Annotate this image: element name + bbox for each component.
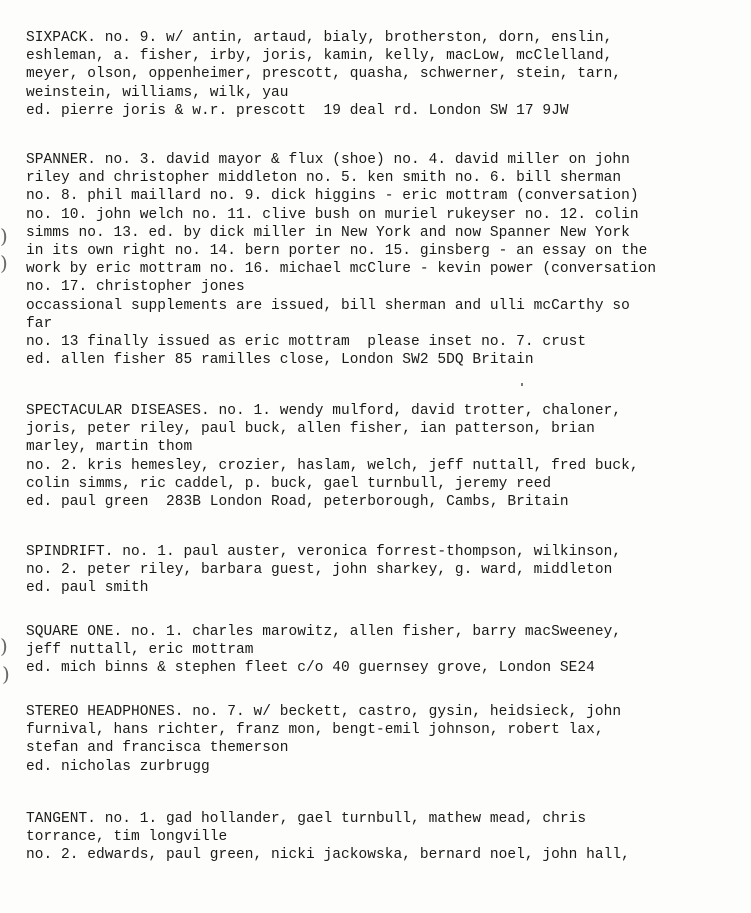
text-line: no. 2. peter riley, barbara guest, john sharkey, g. ward, middleton (26, 562, 613, 579)
text-line: no. 2. edwards, paul green, nicki jackowska, bernard noel, john hall, (26, 847, 630, 864)
text-line: no. 13 finally issued as eric mottram please inset no. 7. crust (26, 334, 587, 351)
text-line: eshleman, a. fisher, irby, joris, kamin, kelly, macLow, mcClelland, (26, 48, 613, 65)
text-line: riley and christopher middleton no. 5. ken smith no. 6. bill sherman (26, 170, 622, 187)
text-line: no. 8. phil maillard no. 9. dick higgins - eric mottram (conversation) (26, 188, 639, 205)
text-line: joris, peter riley, paul buck, allen fisher, ian patterson, brian (26, 421, 595, 438)
text-line: occassional supplements are issued, bill sherman and ulli mcCarthy so (26, 297, 630, 314)
text-line: stefan and francisca themerson (26, 740, 289, 757)
text-line: ed. pierre joris & w.r. prescott 19 deal rd. London SW 17 9JW (26, 102, 569, 119)
text-line: far (26, 315, 53, 332)
entry-spanner (26, 151, 746, 369)
text-line: ed. paul green 283B London Road, peterborough, Cambs, Britain (26, 494, 569, 511)
entry-sixpack (26, 29, 746, 120)
text-line: SIXPACK. no. 9. w/ antin, artaud, bialy, brotherston, dorn, enslin, (26, 30, 613, 46)
entry-tangent (26, 810, 746, 865)
text-line: SQUARE ONE. no. 1. charles marowitz, allen fisher, barry macSweeney, (26, 624, 622, 640)
text-line: TANGENT. no. 1. gad hollander, gael turnbull, mathew mead, chris (26, 811, 587, 827)
text-line: SPANNER. no. 3. david mayor & flux (shoe) no. 4. david miller on john (26, 152, 630, 168)
text-line: work by eric mottram no. 16. michael mcClure - kevin power (conversation (26, 261, 657, 278)
entry-stereo-headphones (26, 703, 746, 776)
text-line: no. 2. kris hemesley, crozier, haslam, welch, jeff nuttall, fred buck, (26, 457, 639, 474)
margin-artifact: ) (0, 251, 8, 275)
text-line: colin simms, ric caddel, p. buck, gael turnbull, jeremy reed (26, 475, 552, 492)
text-line: STEREO HEADPHONES. no. 7. w/ beckett, castro, gysin, heidsieck, john (26, 704, 622, 720)
entry-spectacular-diseases (26, 402, 746, 511)
entry-spindrift (26, 543, 746, 598)
margin-artifact: ) (0, 634, 8, 658)
text-line: meyer, olson, oppenheimer, prescott, quasha, schwerner, stein, tarn, (26, 66, 622, 83)
text-line: no. 10. john welch no. 11. clive bush on muriel rukeyser no. 12. colin (26, 206, 639, 223)
text-line: marley, martin thom (26, 439, 193, 456)
text-line: furnival, hans richter, franz mon, bengt-emil johnson, robert lax, (26, 722, 604, 739)
text-line: SPECTACULAR DISEASES. no. 1. wendy mulford, david trotter, chaloner, (26, 403, 622, 419)
text-line: simms no. 13. ed. by dick miller in New York and now Spanner New York (26, 224, 630, 241)
margin-artifact: ) (0, 224, 8, 248)
text-line: jeff nuttall, eric mottram (26, 642, 254, 659)
speck-artifact (521, 383, 523, 386)
text-line: torrance, tim longville (26, 829, 228, 846)
text-line: ed. allen fisher 85 ramilles close, London SW2 5DQ Britain (26, 352, 534, 369)
text-line: ed. nicholas zurbrugg (26, 758, 210, 775)
margin-artifact: ) (2, 662, 10, 686)
text-line: in its own right no. 14. bern porter no. 15. ginsberg - an essay on the (26, 243, 648, 260)
text-line: ed. mich binns & stephen fleet c/o 40 guernsey grove, London SE24 (26, 660, 595, 677)
text-line: no. 17. christopher jones (26, 279, 245, 296)
text-line: weinstein, williams, wilk, yau (26, 84, 289, 101)
entry-square-one (26, 623, 746, 678)
text-line: SPINDRIFT. no. 1. paul auster, veronica forrest-thompson, wilkinson, (26, 544, 622, 560)
text-line: ed. paul smith (26, 580, 149, 597)
